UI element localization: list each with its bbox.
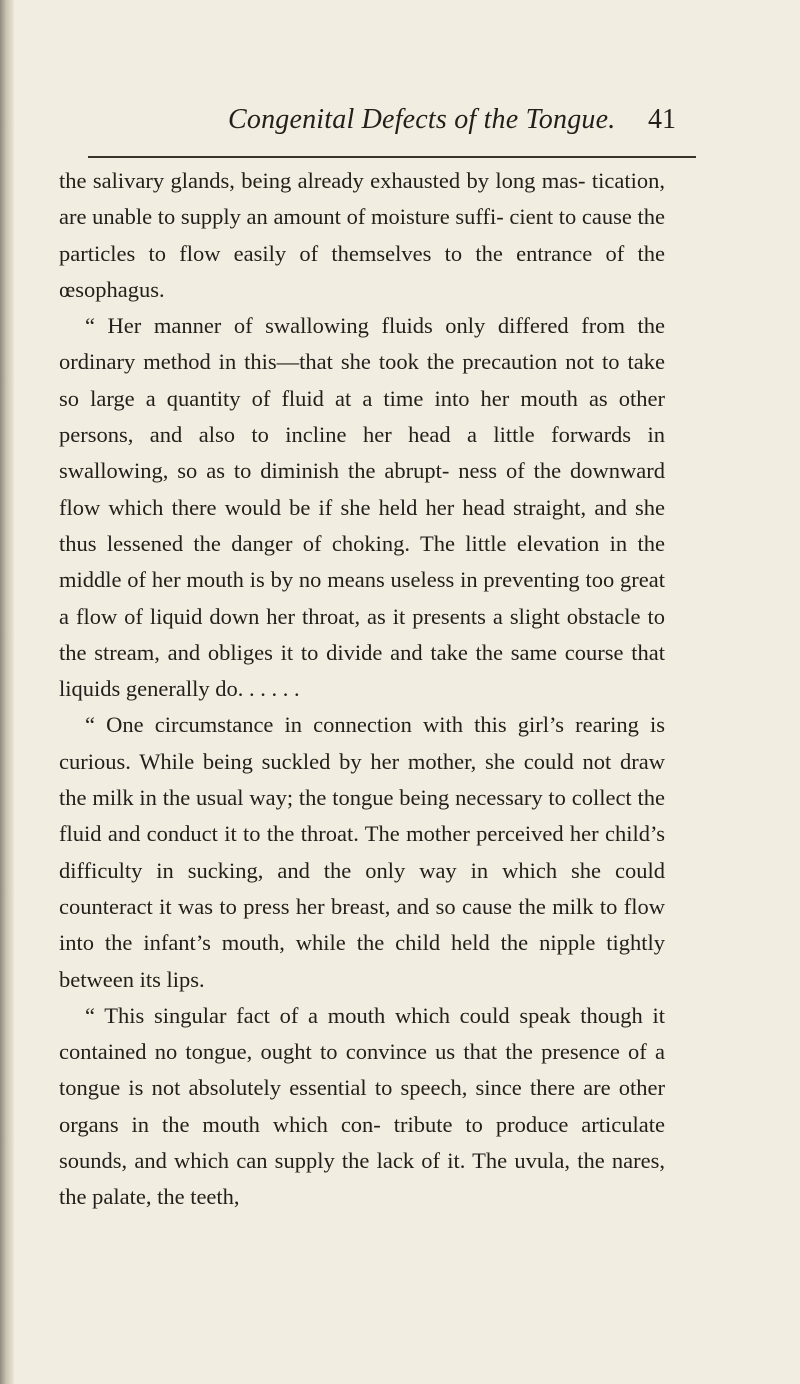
paragraph-swallowing: “ Her manner of swallowing fluids only differed from the ordinary method in this—that she took the precaution not to take so large a quantity of fluid at a time into her mouth as other persons, and also to incline her head a little forwards in swallowing, so as to diminish the abrupt- ness of the downward flow which there would be if she held her head straight, and she thus lessened the danger of choking. The little elevation in the middle of her mouth is by no means useless in preventing too great a flow of liquid down her throat, as it presents a slight obstacle to the stream, and obliges it to divide and take the same course that liquids generally do. . . . . . xyxy=(59,313,665,702)
running-title: Congenital Defects of the Tongue. xyxy=(228,104,616,135)
paragraph-speech: “ This singular fact of a mouth which could speak though it contained no tongue, ought to convince us that the presence of a tongue is not absolutely essential to speech, since there are other organs in the mouth which con- tribute to produce articulate sounds, and which can supply the lack of it. The uvula, the nares, the palate, the teeth, xyxy=(59,1002,665,1210)
paragraph-rearing: “ One circumstance in connection with this girl’s rearing is curious. While being suckled by her mother, she could not draw the milk in the usual way; the tongue being necessary to collect the fluid and conduct it to the throat. The mother perceived her child’s difficulty in sucking, and the only way in which she could counteract it was to press her breast, and so cause the milk to flow into the infant’s mouth, while the child held the nipple tightly between its lips. xyxy=(59,712,665,992)
paragraph-continued: the salivary glands, being already exhausted by long mas- tication, are unable to supply an amount of moisture suffi- cient to cause the particles to flow easily of themselves to the entrance of the œsophagus. xyxy=(59,168,665,302)
body-text xyxy=(59,163,665,1216)
running-head xyxy=(228,104,676,144)
header-rule xyxy=(88,156,696,158)
page-number: 41 xyxy=(648,104,676,135)
